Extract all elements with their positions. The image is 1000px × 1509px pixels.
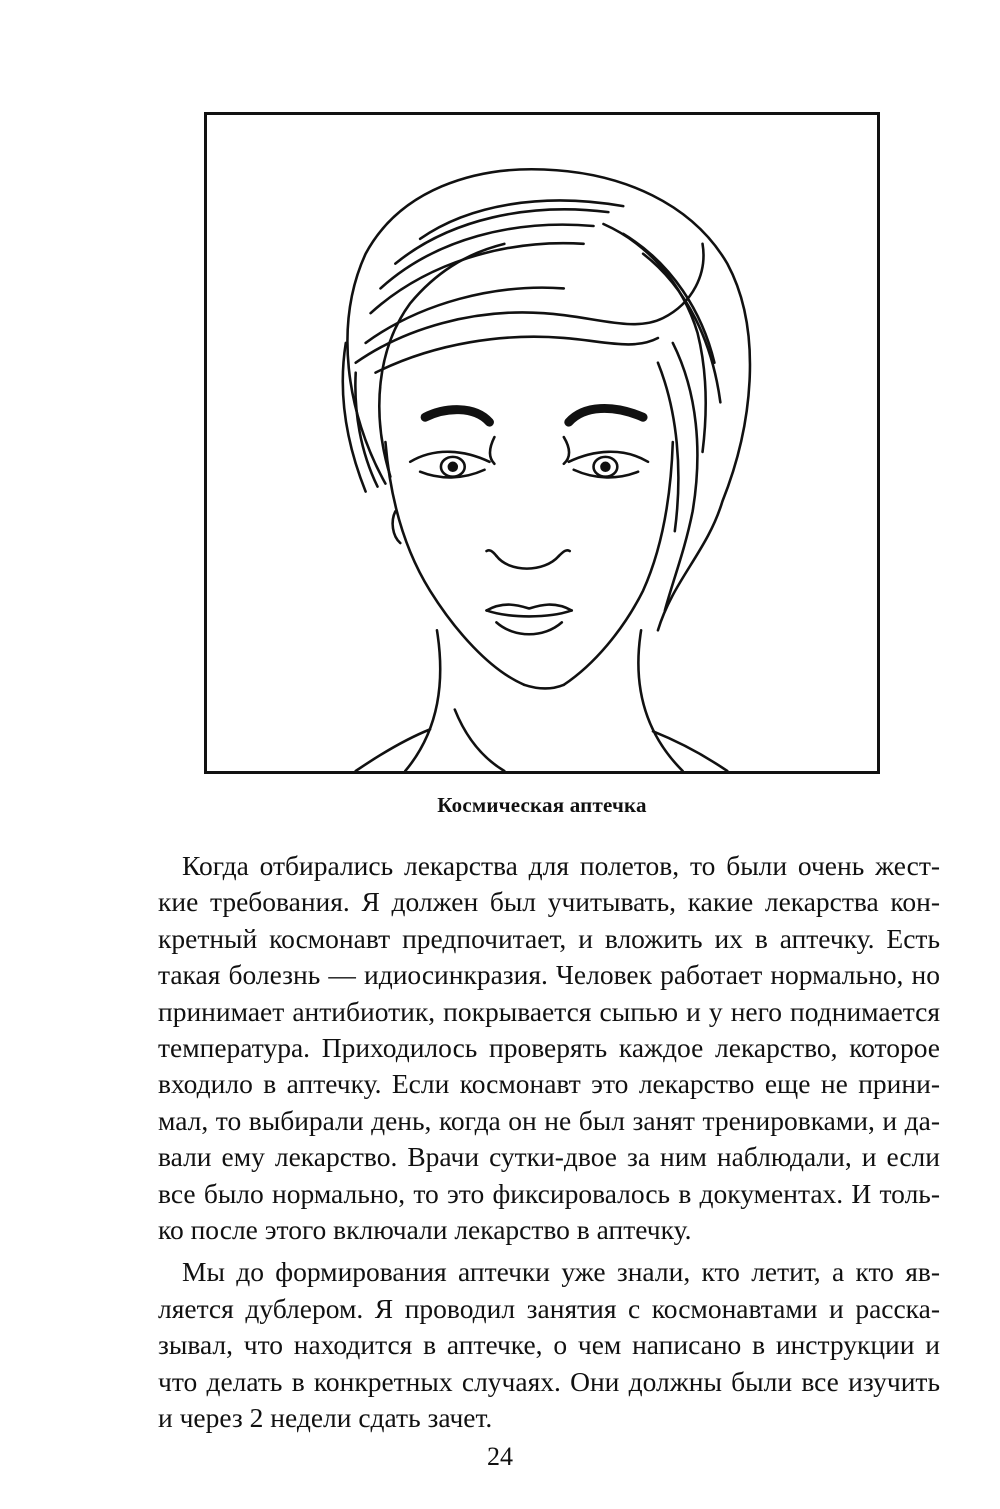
page-number: 24: [487, 1442, 513, 1471]
hair-outline: [347, 169, 749, 630]
text-line: принимает антибиотик, покрывается сыпью и у него поднимается: [158, 995, 940, 1027]
text-line: кретный космонавт предпочитает, и вложить их в аптечку. Есть: [158, 922, 940, 954]
text-line: такая болезнь — идиосинкразия. Человек работает нормально, но: [158, 959, 940, 991]
text-line: ляется дублером. Я проводил занятия с космонавтами и расска-: [158, 1292, 940, 1324]
text-line: вали ему лекарство. Врачи сутки-двое за ним наблюдали, и если: [158, 1141, 940, 1173]
text-line: мал, то выбирали день, когда он не был занят тренировками, и да-: [158, 1104, 940, 1136]
body-text: [158, 848, 940, 1443]
neck-left: [405, 630, 440, 771]
text-line: температура. Приходилось проверять каждое лекарство, которое: [158, 1032, 940, 1064]
paragraph-2: [158, 1254, 940, 1436]
figure-caption: Космическая аптечка: [437, 793, 647, 817]
text-line: Когда отбирались лекарства для полетов, то были очень жест-: [182, 850, 940, 881]
hair-inner-left: [379, 244, 504, 477]
chin: [524, 685, 564, 689]
right-eyebrow: [569, 408, 643, 422]
portrait-drawing: [207, 115, 877, 771]
figure-illustration: [204, 112, 880, 774]
text-line: зывал, что находится в аптечке, о чем написано в инструкции и: [158, 1329, 940, 1361]
lower-lip: [496, 622, 561, 634]
neck-right: [638, 630, 682, 771]
text-line: все было нормально, то это фиксировалось в документах. И толь-: [158, 1177, 940, 1209]
upper-lip: [487, 605, 572, 611]
text-line: ко после этого включали лекарство в аптечку.: [158, 1214, 692, 1246]
text-line: что делать в конкретных случаях. Они должны были все изучить: [158, 1365, 940, 1397]
face-right-cheek: [564, 442, 673, 685]
left-eyebrow: [425, 410, 489, 423]
text-line: и через 2 недели сдать зачет.: [158, 1402, 493, 1434]
text-line: Мы до формирования аптечки уже знали, кто летит, а кто яв-: [182, 1256, 940, 1288]
lip-line: [487, 610, 572, 616]
nose: [496, 556, 558, 569]
text-line: входило в аптечку. Если космонавт это лекарство еще не прини-: [158, 1068, 940, 1100]
paragraph-1: [158, 848, 940, 1248]
text-line: кие требования. Я должен был учитывать, какие лекарства кон-: [158, 886, 940, 918]
